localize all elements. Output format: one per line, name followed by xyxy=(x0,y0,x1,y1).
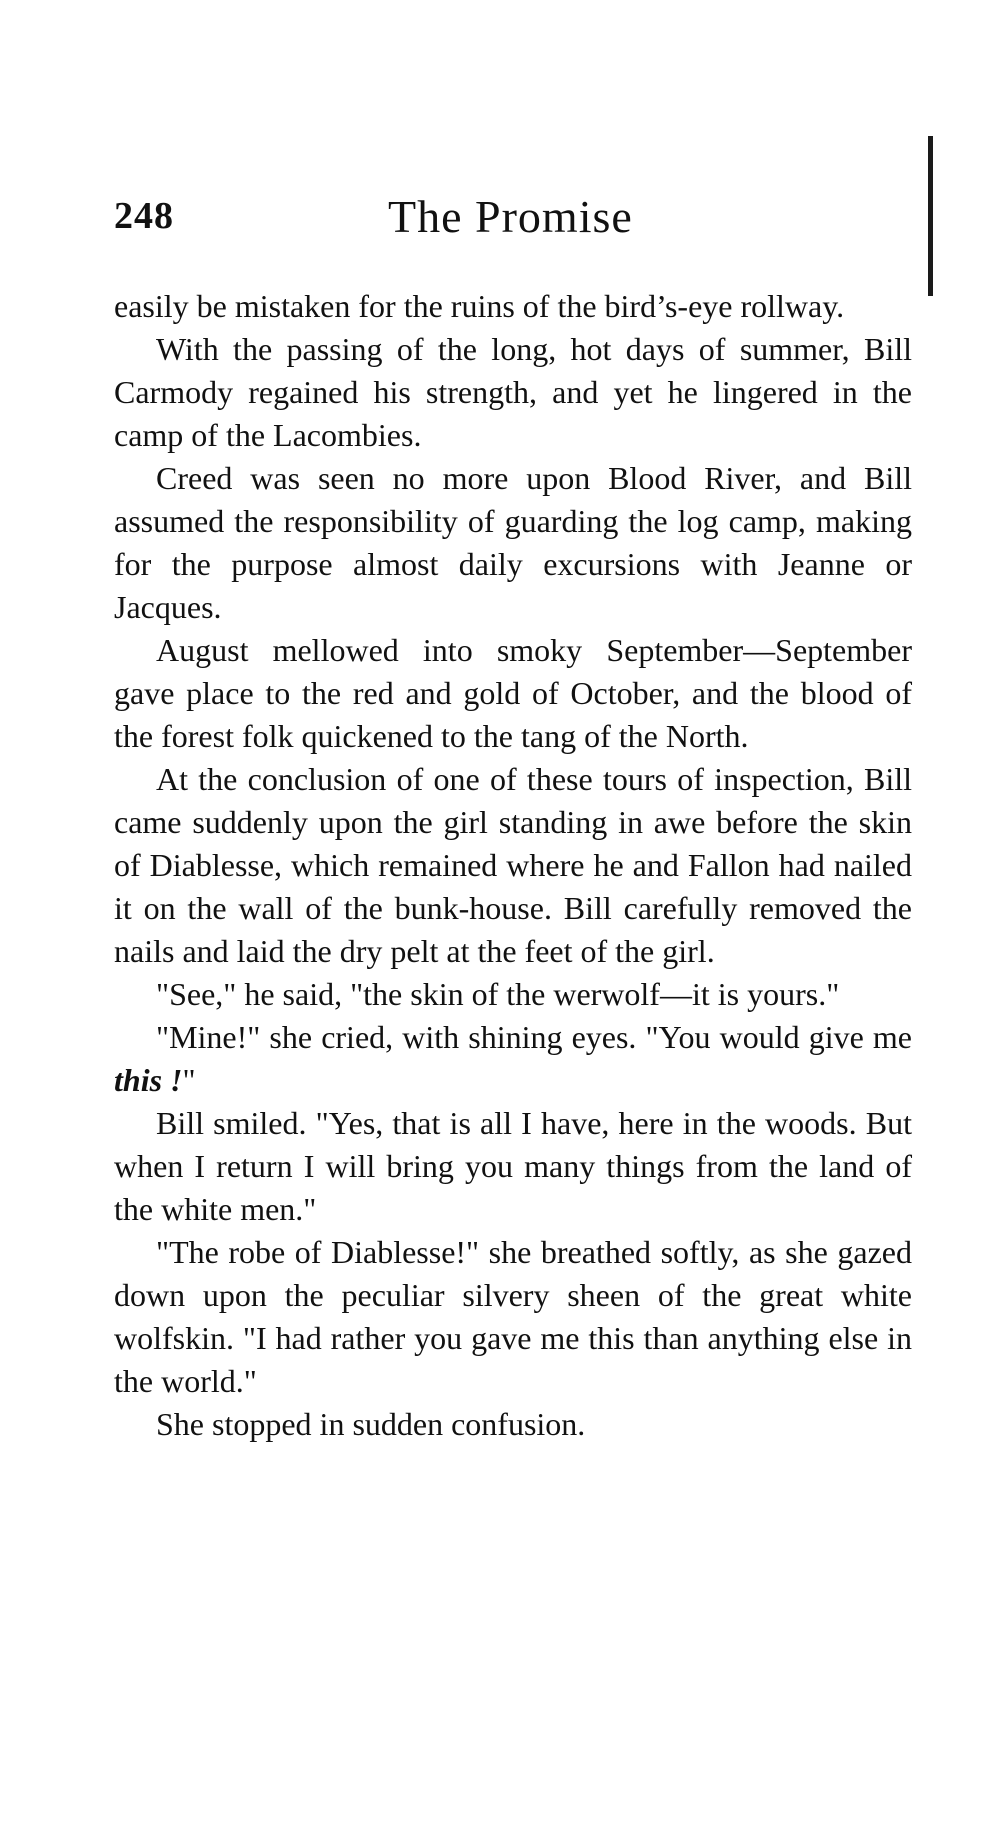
paragraph-9: "The robe of Diablesse!" she breathed softly, as she gazed down upon the peculiar silvery sheen of the great white wolfskin. "I had rather you gave me this than anything else in the world." xyxy=(114,1234,912,1399)
paragraph-10: She stopped in sudden confusion. xyxy=(156,1406,586,1442)
body-text xyxy=(114,285,912,1446)
paragraph-2: With the passing of the long, hot days of summer, Bill Carmody regained his strength, and yet he lingered in the camp of the Lacombies. xyxy=(114,331,912,453)
paragraph-6: "See," he said, "the skin of the werwolf—it is yours." xyxy=(156,976,840,1012)
paragraph-7-emphasis: this ! xyxy=(114,1062,183,1098)
paragraph-4: August mellowed into smoky September—September gave place to the red and gold of October, and the blood of the forest folk quickened to the tang of the North. xyxy=(114,632,912,754)
page-header xyxy=(112,190,912,250)
paragraph-1: easily be mistaken for the ruins of the bird’s-eye rollway. xyxy=(114,288,845,324)
paragraph-5: At the conclusion of one of these tours of inspection, Bill came suddenly upon the girl standing in awe before the skin of Diablesse, which remained where he and Fallon had nailed it on the wall of the bunk-house. Bill carefully removed the nails and laid the dry pelt at the feet of the girl. xyxy=(114,761,912,969)
paragraph-8: Bill smiled. "Yes, that is all I have, here in the woods. But when I return I will bring you many things from the land of the white men." xyxy=(114,1105,912,1227)
page-number: 248 xyxy=(114,195,174,237)
paragraph-7-tail: " xyxy=(182,1062,196,1098)
paragraph-7-lead: "Mine!" she cried, with shining eyes. "You would give me xyxy=(156,1019,912,1055)
margin-rule xyxy=(928,136,933,296)
running-title: The Promise xyxy=(388,191,633,242)
paragraph-7 xyxy=(114,1016,912,1102)
paragraph-3: Creed was seen no more upon Blood River, and Bill assumed the responsibility of guarding the log camp, making for the purpose almost daily excursions with Jeanne or Jacques. xyxy=(114,460,912,625)
